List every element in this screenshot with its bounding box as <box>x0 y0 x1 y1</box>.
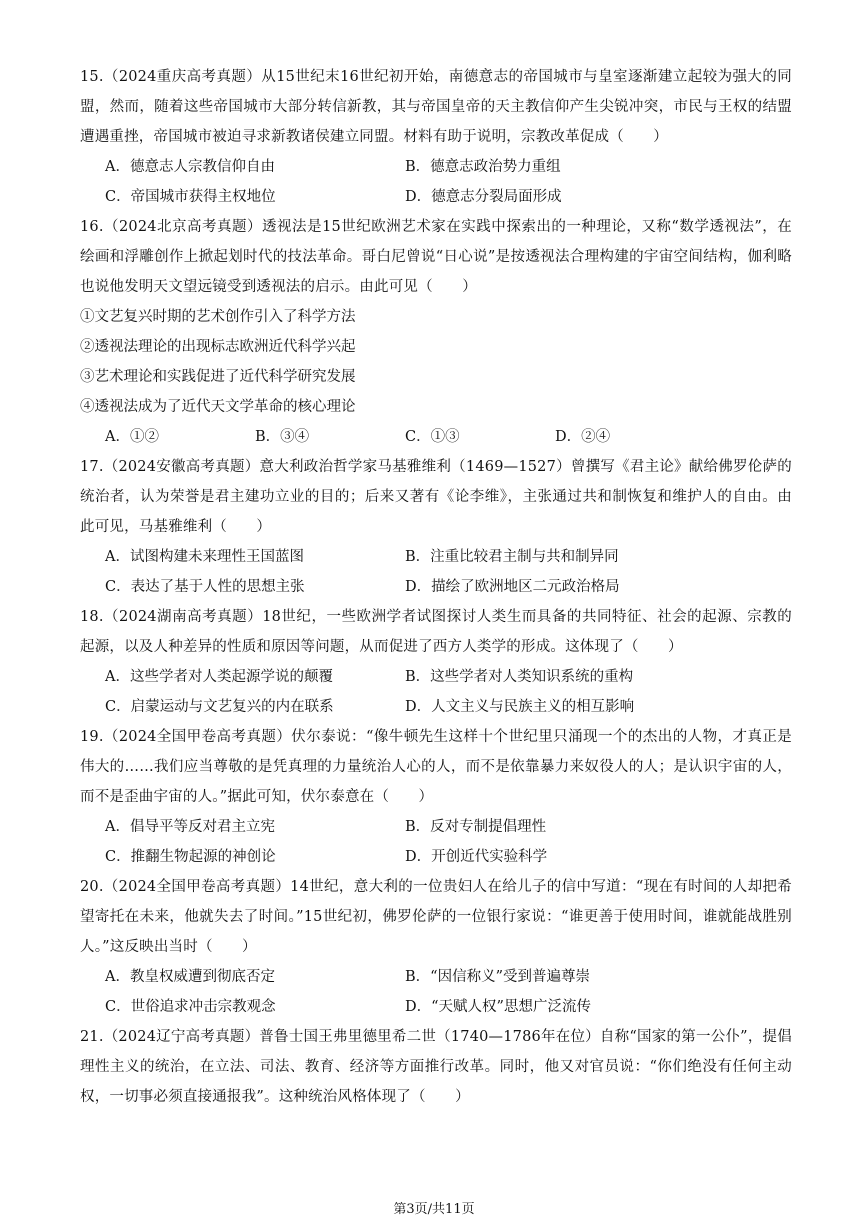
statement-2: ②透视法理论的出现标志欧洲近代科学兴起 <box>80 339 356 355</box>
question-stem: 16.（2024北京高考真题）透视法是15世纪欧洲艺术家在实践中探索出的一种理论，又称“数学透视法”，在绘画和浮雕创作上掀起划时代的技法革命。哥白尼曾说“日心说”是按透视法合理构建的宇宙空间结构，伽利略也说他发明天文望远镜受到透视法的启示。由此可见（ ） <box>80 219 792 295</box>
question-stem: 20.（2024全国甲卷高考真题）14世纪，意大利的一位贵妇人在给儿子的信中写道：“现在有时间的人却把希望寄托在未来，他就失去了时间。”15世纪初，佛罗伦萨的一位银行家说：“谁更善于使用时间，谁就能战胜别人。”这反映出当时（ ） <box>80 879 792 955</box>
option-c: C．表达了基于人性的思想主张 <box>105 579 305 595</box>
question-16 <box>80 212 792 452</box>
option-d: D．德意志分裂局面形成 <box>405 189 562 205</box>
option-b: B．“因信称义”受到普遍尊崇 <box>405 969 590 985</box>
question-stem: 19.（2024全国甲卷高考真题）伏尔泰说：“像牛顿先生这样十个世纪里只涌现一个的杰出的人物，才真正是伟大的……我们应当尊敬的是凭真理的力量统治人心的人，而不是依靠暴力来奴役人的人；是认识宇宙的人，而不是歪曲宇宙的人。”据此可知，伏尔泰意在（ ） <box>80 729 792 805</box>
statement-4: ④透视法成为了近代天文学革命的核心理论 <box>80 399 356 415</box>
option-b: B．这些学者对人类知识系统的重构 <box>405 669 634 685</box>
option-a: A．这些学者对人类起源学说的颠覆 <box>105 669 333 685</box>
question-20 <box>80 872 792 1022</box>
statement-3: ③艺术理论和实践促进了近代科学研究发展 <box>80 369 356 385</box>
option-c: C．世俗追求冲击宗教观念 <box>105 999 276 1015</box>
question-stem: 17.（2024安徽高考真题）意大利政治哲学家马基雅维利（1469—1527）曾撰写《君主论》献给佛罗伦萨的统治者，认为荣誉是君主建功立业的目的；后来又著有《论李维》，主张通过共和制恢复和维护人的自由。由此可见，马基雅维利（ ） <box>80 459 792 535</box>
options <box>80 422 792 452</box>
option-b: B．德意志政治势力重组 <box>405 159 561 175</box>
options <box>80 962 792 1022</box>
options <box>80 542 792 602</box>
option-a: A．倡导平等反对君主立宪 <box>105 819 275 835</box>
option-d: D．②④ <box>555 429 611 445</box>
option-d: D．开创近代实验科学 <box>405 849 548 865</box>
option-a: A．试图构建未来理性王国蓝图 <box>105 549 304 565</box>
question-stem: 21.（2024辽宁高考真题）普鲁士国王弗里德里希二世（1740—1786年在位）自称“国家的第一公仆”，提倡理性主义的统治，在立法、司法、教育、经济等方面推行改革。同时，他又对官员说：“你们绝没有任何主动权，一切事必须直接通报我”。这种统治风格体现了（ ） <box>80 1029 792 1105</box>
option-b: B．③④ <box>255 429 310 445</box>
options <box>80 662 792 722</box>
option-a: A．①② <box>105 429 159 445</box>
option-c: C．帝国城市获得主权地位 <box>105 189 276 205</box>
options <box>80 812 792 872</box>
option-a: A．教皇权威遭到彻底否定 <box>105 969 275 985</box>
option-a: A．德意志人宗教信仰自由 <box>105 159 275 175</box>
question-19 <box>80 722 792 872</box>
option-d: D．描绘了欧洲地区二元政治格局 <box>405 579 620 595</box>
question-21 <box>80 1022 792 1112</box>
options <box>80 152 792 212</box>
option-c: C．推翻生物起源的神创论 <box>105 849 276 865</box>
question-stem: 15.（2024重庆高考真题）从15世纪末16世纪初开始，南德意志的帝国城市与皇室逐渐建立起较为强大的同盟，然而，随着这些帝国城市大部分转信新教，其与帝国皇帝的天主教信仰产生尖锐冲突，市民与王权的结盟遭遇重挫，帝国城市被迫寻求新教诸侯建立同盟。材料有助于说明，宗教改革促成（ ） <box>80 69 792 145</box>
option-c: C．启蒙运动与文艺复兴的内在联系 <box>105 699 334 715</box>
option-d: D．“天赋人权”思想广泛流传 <box>405 999 591 1015</box>
option-b: B．反对专制提倡理性 <box>405 819 547 835</box>
option-b: B．注重比较君主制与共和制异同 <box>405 549 619 565</box>
question-17 <box>80 452 792 602</box>
statement-1: ①文艺复兴时期的艺术创作引入了科学方法 <box>80 309 356 325</box>
question-stem: 18.（2024湖南高考真题）18世纪，一些欧洲学者试图探讨人类生而具备的共同特征、社会的起源、宗教的起源，以及人种差异的性质和原因等问题，从而促进了西方人类学的形成。这体现了（ ） <box>80 609 792 655</box>
question-15 <box>80 62 792 212</box>
option-d: D．人文主义与民族主义的相互影响 <box>405 699 635 715</box>
page-number: 第3页/共11页 <box>393 1202 475 1217</box>
option-c: C．①③ <box>405 429 460 445</box>
question-18 <box>80 602 792 722</box>
question-list <box>80 62 792 1112</box>
